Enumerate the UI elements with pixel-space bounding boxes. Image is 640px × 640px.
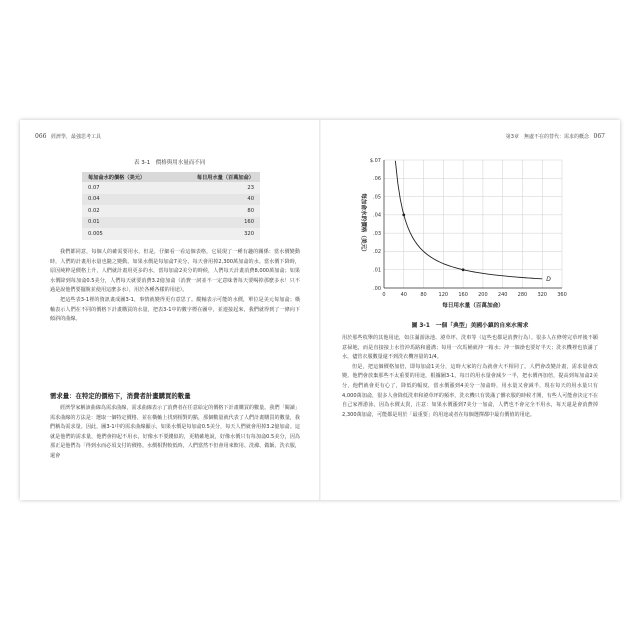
left-running-header [32,133,101,140]
table-cell-quantity: 80 [171,205,260,217]
table-header-price: 每加侖水的價格（美元） [82,172,171,182]
table-cell-quantity: 40 [171,194,260,206]
y-tick-label: .01 [373,267,381,274]
x-tick-label: 40 [400,292,407,298]
y-tick-label: .00 [373,285,381,292]
book-spread [20,120,620,500]
paragraph: 但是，把這個價格加倍，即每加侖1美分，這時大家的行為就會大不相同了。人們會改變計畫，需求量會改變。他們會放棄那些不太重要的用途，根據圖3-1，每日的用水量會減少一半，把水價再加倍，提高到每加侖2美分，他們就會更有心了，降低的幅度，當水價漲到4美分一加侖時，用水量又會減半，現在每天的用水量只有4,000萬加侖，很多人會降低洗車和澆草坪的頻率，洗衣機只有裝滿了髒衣服的時候才開，有些人可能會決定不在自己家裡游泳，因為水價太貴，注意：如果水價漲到7美分一加侖，人們也不會完全不用水，每天還是會消費掉2,300萬加侖，可能都是用於「最重要」的用途或者在每個選擇都中最有價值的用途。 [342,363,598,418]
x-tick-label: 80 [420,292,427,298]
paragraph: 我們都同意，每個人的確需要用水，但是，仔細看一看這個表格，它展現了一種有趣的關係：當水價變動時，人們的計畫用水量也隨之變動。如果水價是每加侖7美分，每天會用掉2,300萬加侖的水。當水價下降時，原因純粹是價格上升，人們就計畫用更多的水，當每加侖2美分的時候，人們每天計畫消費8,000萬加侖；如果水價降到每加侖0.5美分，人們每天就要消費3.2億加侖（消費一詞並不一定意味著每天要喝掉那麼多水！只不過是說他們要擺脫並使用這麼多水），用於各種各樣的用途）。 [50,249,300,294]
y-tick-label: .02 [373,249,381,256]
right-body-text [342,334,598,420]
x-tick-label: 160 [458,292,468,298]
right-page [320,120,620,500]
demand-chart [340,150,610,320]
table-cell-price: 0.005 [82,228,171,240]
table-cell-quantity: 160 [171,217,260,229]
y-tick-label: $.07 [369,157,381,164]
left-section-text [50,404,300,462]
x-tick-label: 280 [517,292,528,298]
series-label: D [546,275,551,283]
right-running-header [506,133,608,140]
y-axis-label: 每加侖水的價格（美元） [360,193,366,255]
x-tick-label: 200 [478,292,488,298]
table-cell-price: 0.02 [82,205,171,217]
table-row [82,182,260,194]
y-tick-label: .06 [373,176,381,183]
y-tick-label: .04 [373,212,381,219]
section-heading: 需求量：在特定的價格下，消費者計畫購買的數量 [50,392,191,400]
table-title: 表 3-1 價格與用水量而不同 [134,160,206,166]
left-body-text [50,248,300,325]
demand-curve-figure [340,150,610,320]
data-point [402,213,405,216]
x-axis-label: 每日用水量（百萬加侖） [442,303,504,309]
right-page-number: 067 [593,133,605,140]
x-tick-label: 360 [557,292,567,298]
table-row [82,217,260,229]
x-tick-label: 240 [497,292,508,298]
table-cell-quantity: 23 [171,182,260,194]
x-tick-label: 0 [382,292,386,298]
x-tick-label: 120 [438,292,449,298]
table-cell-price: 0.01 [82,217,171,229]
left-page [20,120,320,500]
table-cell-price: 0.07 [82,182,171,194]
left-page-number: 066 [35,133,47,140]
table-cell-quantity: 320 [171,228,260,240]
table-header-quantity: 每日用水量（百萬加侖） [171,172,260,182]
x-tick-label: 320 [537,292,547,298]
table-row [82,194,260,206]
y-tick-label: .05 [373,194,381,201]
paragraph: 用於那些枚舉的其他用途，如注滿游泳池、澆草坪、洗車等（這些也都是消費行為）。很多人在修剪完草坪後不願意掃地，而是直接接上水管沖馬路和邊溝；每用一次馬桶就沖一箱水；沖一個澡也要好半天；洗衣機裡也放滿了水，儘管衣服數量還不到洗衣機容量的1/4。 [342,335,598,361]
paragraph: 把這些表3-1裡的資訊畫成圖3-1，事情就變得更有意思了。縱軸表示可能的水價，單位是美元每加侖；橫軸表示人們在不同的價格下計畫購買的水量，把表3-1中的數字標在圖中，並連接起來，我們就得到了一條向下傾斜的曲線。 [50,296,300,323]
data-point [462,268,465,271]
price-quantity-table [82,172,260,240]
table-cell-price: 0.04 [82,194,171,206]
table-header-row [82,172,260,182]
table-row [82,228,260,240]
right-running-head: 第3章 無處不在的替代：需求的概念 [505,134,589,140]
figure-caption: 圖 3-1 一個「典型」美國小鎮的自來水需求 [411,323,529,329]
paragraph: 經濟學家稱該曲線為需求曲線，需求曲線表示了消費者在任意給定的價格下計畫購買的數量。我們「閱讀」需求曲線的方法是：選取一個特定價格，並在橫軸上找到相對的點，那個數量就代表了人們計畫購買的數量，我們稱為需求量。因此，圖3-1中的需求曲線顯示，如果水價是每加侖0.5美分，每天人們就會用掉3.2億加侖。這就是他們的需求量，他們會抑起不用水，好像水不要錢似的，更精確地說，好像水價只有每加侖0.5美分，因為那正是他們為「得到水而必須支付的價格。水價相對較低時，人們當然不但會用來飲用、洗滌、做飯、洗衣服，還會 [50,405,300,459]
y-tick-label: .03 [373,230,381,237]
left-running-head: 經濟學，最強思考工具 [51,134,102,140]
table-row [82,205,260,217]
